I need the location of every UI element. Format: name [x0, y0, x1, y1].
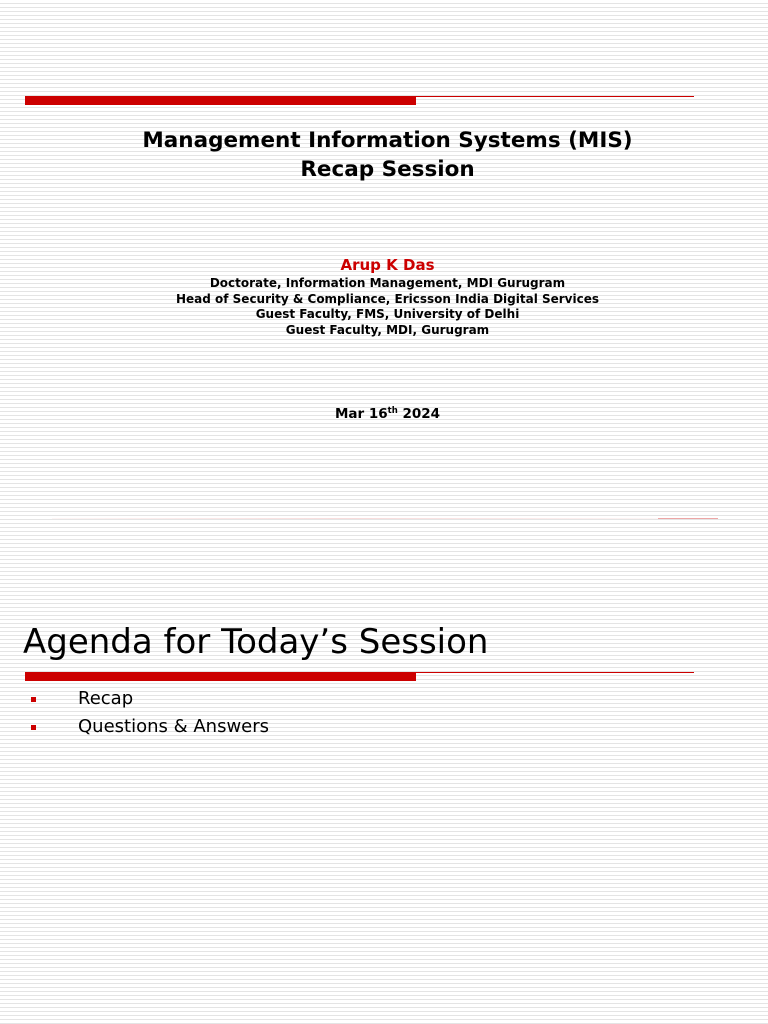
- agenda-item-text: Recap: [78, 688, 134, 709]
- date-day: Mar 16: [334, 406, 388, 422]
- accent-bar-thin: [416, 672, 694, 673]
- title-line-1: Management Information Systems (MIS): [142, 128, 633, 153]
- date-ordinal: th: [387, 406, 398, 416]
- title-line-2: Recap Session: [300, 157, 475, 182]
- date-year: 2024: [402, 406, 441, 422]
- agenda-slide: [0, 540, 768, 1024]
- accent-bar-thick: [25, 96, 416, 105]
- agenda-item-text: Questions & Answers: [78, 716, 270, 737]
- credential-line: Doctorate, Information Management, MDI Gurugram: [209, 276, 566, 290]
- slide-divider-accent: [658, 518, 718, 519]
- credential-line: Guest Faculty, MDI, Gurugram: [285, 322, 490, 337]
- accent-bar-thick: [25, 672, 416, 681]
- author-credentials: [0, 276, 768, 338]
- presentation-title: [0, 126, 768, 184]
- credential-line: Head of Security & Compliance, Ericsson India Digital Services: [175, 291, 600, 306]
- author-name: Arup K Das: [340, 256, 435, 274]
- square-bullet-icon: [31, 725, 36, 730]
- presentation-date: [0, 406, 768, 422]
- credential-line: Guest Faculty, FMS, University of Delhi: [255, 307, 520, 321]
- slide-divider: [52, 518, 658, 519]
- accent-bar-thin: [416, 96, 694, 97]
- square-bullet-icon: [31, 697, 36, 702]
- agenda-title: Agenda for Today’s Session: [23, 622, 489, 662]
